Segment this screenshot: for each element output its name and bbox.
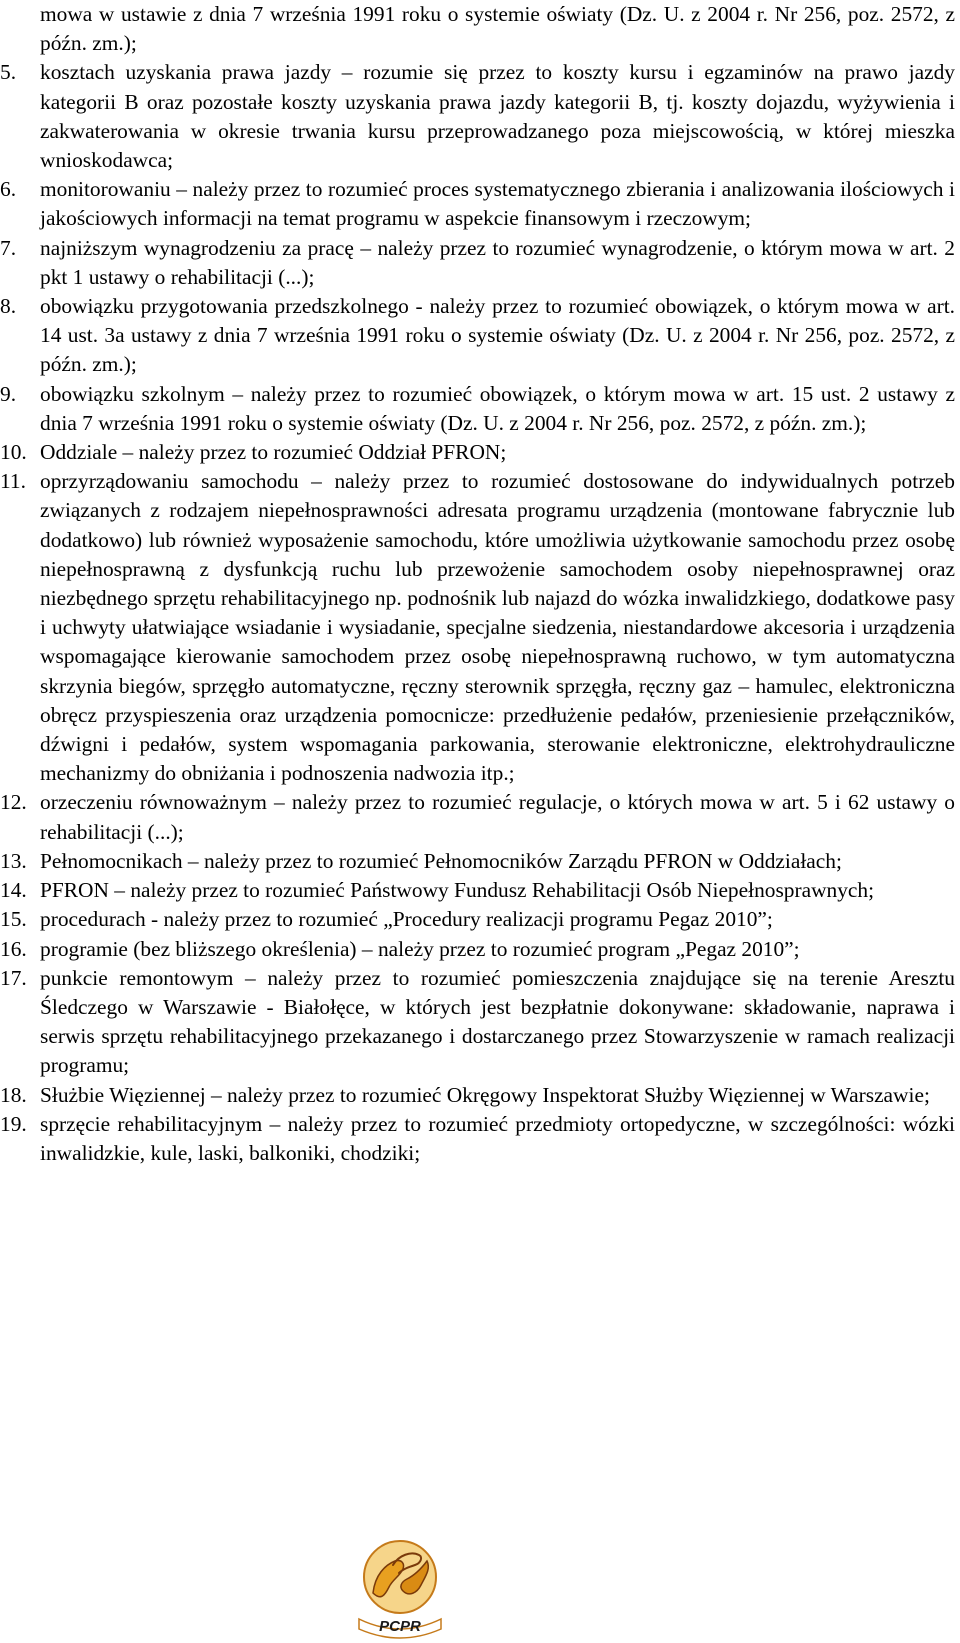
definition-item xyxy=(0,1110,955,1168)
definition-number: 19. xyxy=(0,1111,27,1136)
definition-text: Pełnomocnikach – należy przez to rozumieć Pełnomocników Zarządu PFRON w Oddziałach; xyxy=(40,848,842,873)
definition-number: 11. xyxy=(0,469,26,494)
definition-text: PFRON – należy przez to rozumieć Państwowy Fundusz Rehabilitacji Osób Niepełnosprawnych; xyxy=(40,878,875,903)
definition-item xyxy=(0,847,955,876)
definition-item xyxy=(0,292,955,380)
definition-item xyxy=(0,1081,955,1110)
definition-item xyxy=(0,380,955,438)
definition-number: 10. xyxy=(0,440,27,465)
logo-text: PCPR xyxy=(379,1618,421,1635)
definition-item xyxy=(0,234,955,292)
definition-text: oprzyrządowaniu samochodu – należy przez to rozumieć dostosowane do indywidualnych potrzeb związanych z rodzajem niepełnosprawności adresata programu urządzenia (montowane fabrycznie lub dodatkowo) lub również wyposażenie samochodu, które umożliwia użytkowanie samochodu przez osobę niepełnosprawną z dysfunkcją ruchu lub przewożenie samochodem osoby niepełnosprawnej oraz niezbędnego sprzętu rehabilitacyjnego np. podnośnik lub najazd do wózka inwalidzkiego, dodatkowe pasy i uchwyty ułatwiające wsiadanie i wysiadanie, specjalne siedzenia, niestandardowe akcesoria i urządzenia wspomagające kierowanie samochodem przez osobę niepełnosprawną ruchowo, w tym automatyczna skrzynia biegów, sprzęgło automatyczne, ręczny sterownik sprzęgła, ręczny gaz – hamulec, elektroniczna obręcz przyspieszenia oraz urządzenia pomocnicze: przedłużenie pedałów, przeniesienie przełączników, dźwigni i pedałów, system wspomagania parkowania, sterowanie elektroniczne, elektrohydrauliczne mechanizmy do obniżania i podnoszenia nadwozia itp.; xyxy=(40,469,955,786)
definition-text: monitorowaniu – należy przez to rozumieć proces systematycznego zbierania i analizowania ilościowych i jakościowych informacji na temat programu w aspekcie finansowym i rzeczowym; xyxy=(40,177,955,231)
definition-text: orzeczeniu równoważnym – należy przez to rozumieć regulacje, o których mowa w art. 5 i 62 ustawy o rehabilitacji (...); xyxy=(40,790,955,844)
definition-text: Oddziale – należy przez to rozumieć Oddział PFRON; xyxy=(40,440,507,465)
definition-text: kosztach uzyskania prawa jazdy – rozumie się przez to koszty kursu i egzaminów na prawo jazdy kategorii B oraz pozostałe koszty uzyskania prawa jazdy kategorii B, tj. koszty dojazdu, wyżywienia i zakwaterowania w okresie trwania kursu przeprowadzanego poza miejscowością, w której mieszka wnioskodawca; xyxy=(40,60,955,173)
definition-number: 7. xyxy=(0,235,17,260)
definition-item xyxy=(0,935,955,964)
definition-number: 17. xyxy=(0,965,27,990)
definition-item xyxy=(0,467,955,788)
definition-text: Służbie Więziennej – należy przez to rozumieć Okręgowy Inspektorat Służby Więziennej w Warszawie; xyxy=(40,1082,930,1107)
definition-item xyxy=(0,964,955,1081)
definition-item xyxy=(0,175,955,233)
definition-item xyxy=(0,788,955,846)
definition-text: najniższym wynagrodzeniu za pracę – należy przez to rozumieć wynagrodzenie, o którym mowa w art. 2 pkt 1 ustawy o rehabilitacji (...); xyxy=(40,235,955,289)
definition-item xyxy=(0,876,955,905)
definition-number: 12. xyxy=(0,790,27,815)
pcpr-logo xyxy=(355,1535,445,1640)
definition-text: procedurach - należy przez to rozumieć „Procedury realizacji programu Pegaz 2010”; xyxy=(40,907,773,932)
definition-number: 8. xyxy=(0,294,17,319)
intro-text: mowa w ustawie z dnia 7 września 1991 roku o systemie oświaty (Dz. U. z 2004 r. Nr 256, poz. 2572, z późn. zm.); xyxy=(40,2,955,56)
definition-number: 18. xyxy=(0,1082,27,1107)
definition-text: programie (bez bliższego określenia) – należy przez to rozumieć program „Pegaz 2010”; xyxy=(40,936,800,961)
definition-number: 9. xyxy=(0,381,17,406)
definition-text: obowiązku przygotowania przedszkolnego - należy przez to rozumieć obowiązek, o którym mowa w art. 14 ust. 3a ustawy z dnia 7 września 1991 roku o systemie oświaty (Dz. U. z 2004 r. Nr 256, poz. 2572, z późn. zm.); xyxy=(40,294,955,377)
definition-item xyxy=(0,438,955,467)
definition-number: 14. xyxy=(0,878,27,903)
definitions-list xyxy=(0,58,955,1168)
definition-text: sprzęcie rehabilitacyjnym – należy przez to rozumieć przedmioty ortopedyczne, w szczególności: wózki inwalidzkie, kule, laski, balkoniki, chodziki; xyxy=(40,1111,955,1165)
definition-number: 6. xyxy=(0,177,17,202)
definition-number: 13. xyxy=(0,848,27,873)
definition-number: 15. xyxy=(0,907,27,932)
definition-item xyxy=(0,58,955,175)
definition-text: punkcie remontowym – należy przez to rozumieć pomieszczenia znajdujące się na terenie Aresztu Śledczego w Warszawie - Białołęce, w których jest bezpłatnie dokonywane: składowanie, naprawa i serwis sprzętu rehabilitacyjnego przekazanego i dostarczanego przez Stowarzyszenie w ramach realizacji programu; xyxy=(40,965,955,1078)
definition-item xyxy=(0,905,955,934)
definition-text: obowiązku szkolnym – należy przez to rozumieć obowiązek, o którym mowa w art. 15 ust. 2 ustawy z dnia 7 września 1991 roku o systemie oświaty (Dz. U. z 2004 r. Nr 256, poz. 2572, z późn. zm.); xyxy=(40,381,955,435)
definition-number: 16. xyxy=(0,936,27,961)
definition-number: 5. xyxy=(0,60,17,85)
